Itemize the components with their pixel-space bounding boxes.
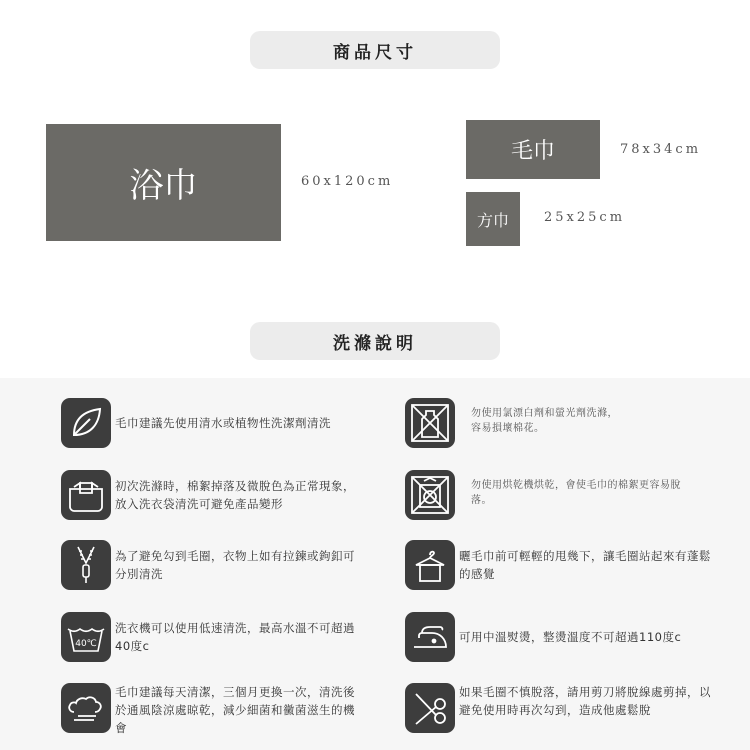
towel-size: 78x34cm — [620, 142, 702, 157]
care-item — [61, 470, 371, 520]
care-item-text: 曬毛巾前可輕輕的甩幾下，讓毛圈站起來有蓬鬆的感覺 — [459, 549, 711, 581]
care-item — [405, 470, 695, 520]
care-item-text: 勿使用氯漂白劑和螢光劑洗滌，容易損壞棉花。 — [471, 408, 618, 434]
scissors-icon — [405, 683, 455, 733]
cloud-wind-icon — [61, 683, 111, 733]
care-item-text: 為了避免勾到毛圈，衣物上如有拉鍊或鉤釦可分別清洗 — [115, 549, 355, 581]
iron-icon — [405, 612, 455, 662]
wash-40c-icon — [61, 612, 111, 662]
towel-label: 毛巾 — [510, 139, 555, 164]
care-item — [405, 398, 635, 448]
care-item-text: 可用中溫熨燙，整燙溫度不可超過110度c — [459, 630, 682, 644]
no-dryer-icon — [405, 470, 455, 520]
care-item — [61, 683, 371, 737]
zipper-icon — [61, 540, 111, 590]
care-item — [61, 540, 371, 590]
care-item-text: 洗衣機可以使用低速清洗，最高水溫不可超過40度c — [115, 621, 355, 653]
care-item-text: 毛巾建議每天清潔，三個月更換一次，清洗後於通風陰涼處晾乾，減少細菌和黴菌滋生的機會 — [115, 685, 355, 735]
leaf-icon — [61, 398, 111, 448]
bath-towel-size: 60x120cm — [301, 174, 394, 189]
size-section-title: 商品尺寸 — [250, 31, 500, 69]
hanger-towel-icon — [405, 540, 455, 590]
square-towel-size: 25x25cm — [544, 210, 626, 225]
washing-basin-icon — [61, 470, 111, 520]
care-item — [405, 540, 715, 590]
care-item-text: 初次洗滌時，棉絮掉落及微脫色為正常現象，放入洗衣袋清洗可避免產品變形 — [115, 479, 355, 511]
care-item-text: 勿使用烘乾機烘乾，會使毛巾的棉絮更容易脫落。 — [471, 480, 681, 506]
bath-towel-label: 浴巾 — [129, 166, 198, 206]
square-towel-box — [466, 192, 520, 246]
care-item-text: 如果毛圈不慎脫落，請用剪刀將脫線處剪掉，以避免使用時再次勾到，造成他處鬆脫 — [459, 685, 711, 717]
care-item — [405, 612, 715, 662]
care-item — [61, 398, 371, 448]
towel-box — [466, 120, 600, 179]
care-item-text: 毛巾建議先使用清水或植物性洗潔劑清洗 — [115, 416, 331, 430]
wash-temperature-label: 40℃ — [75, 639, 97, 649]
bath-towel-box — [46, 124, 281, 241]
square-towel-label: 方巾 — [476, 210, 509, 230]
care-section-title: 洗滌說明 — [250, 322, 500, 360]
no-bleach-icon — [405, 398, 455, 448]
care-item — [61, 612, 371, 662]
care-item — [405, 683, 715, 733]
